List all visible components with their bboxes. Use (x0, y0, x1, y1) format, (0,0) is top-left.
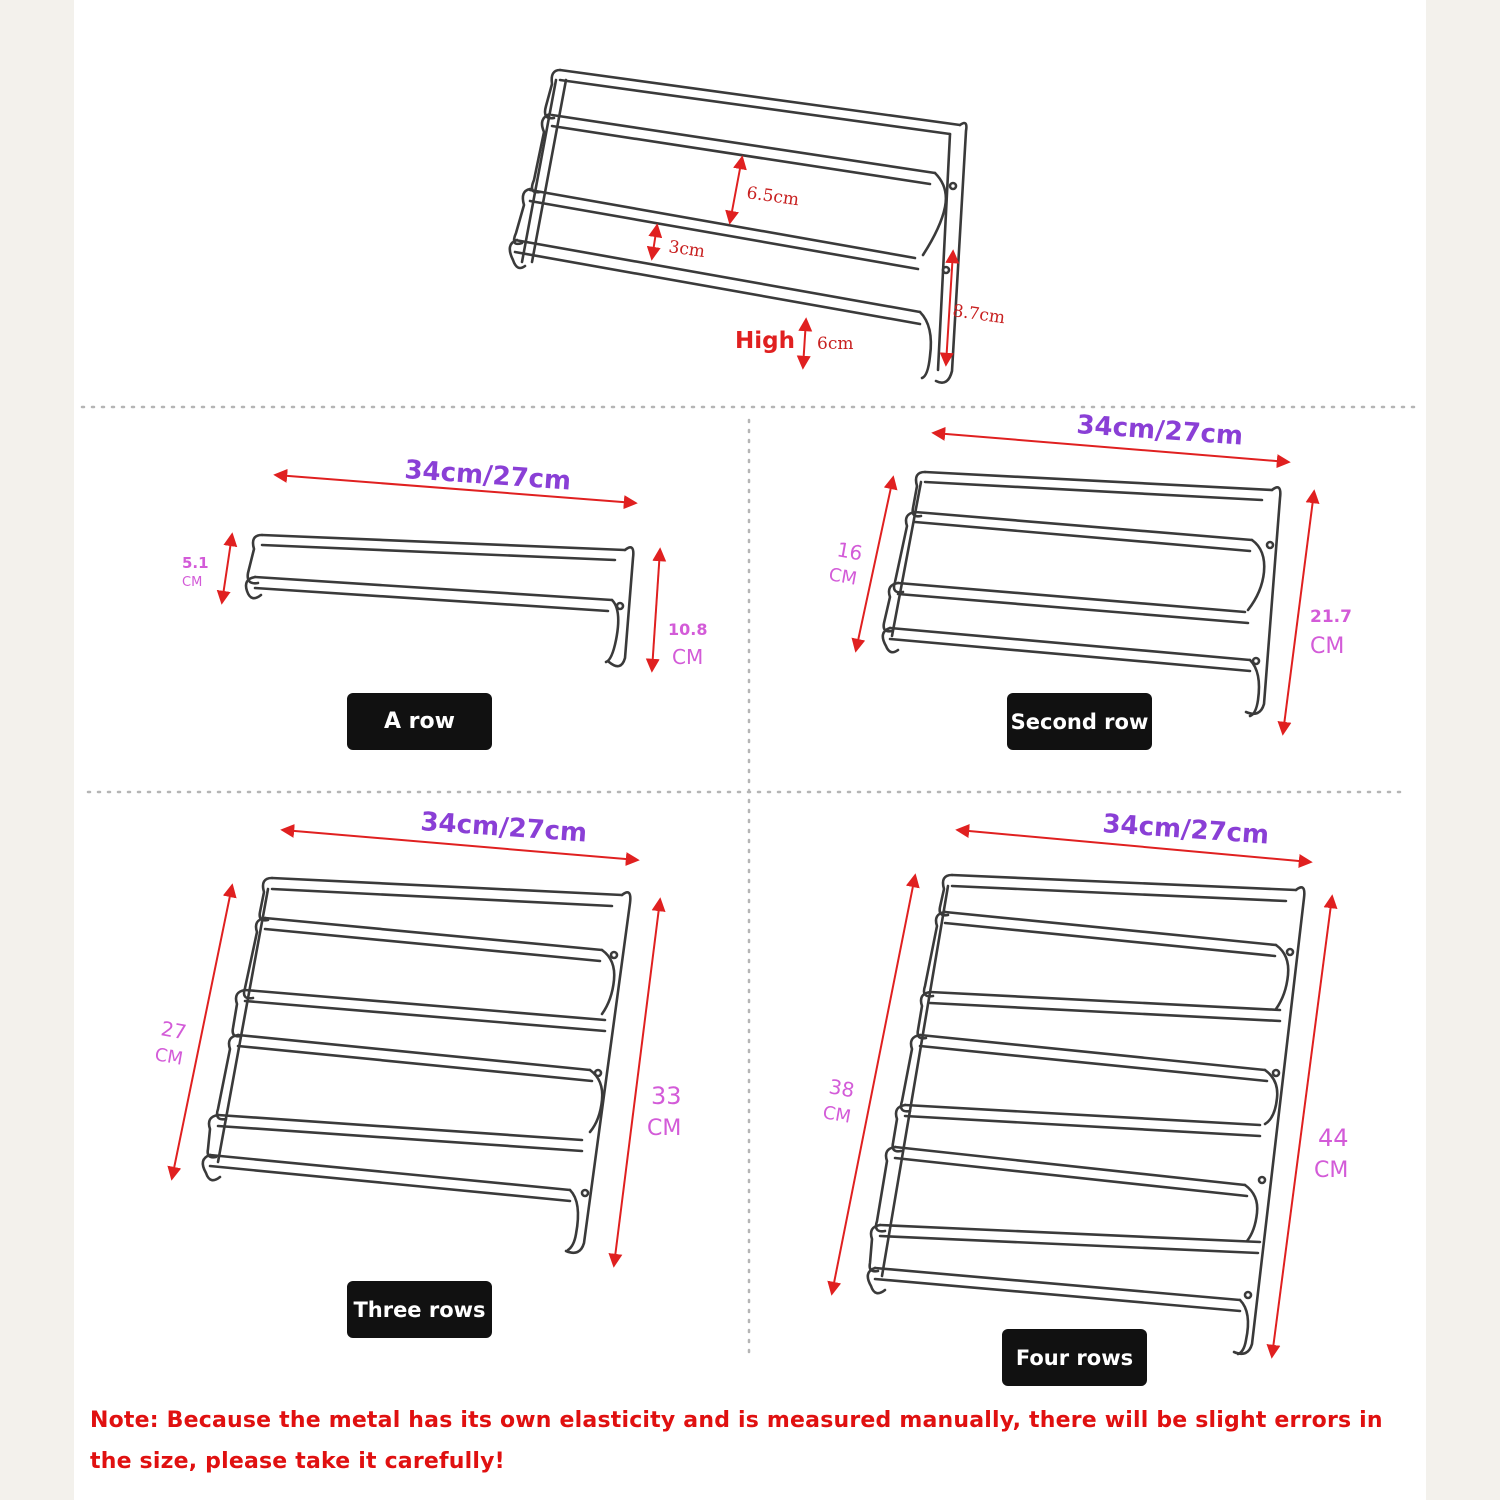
panel-one-inner-unit: CM (182, 575, 203, 590)
panel-one-inner-value: 5.1 (182, 554, 209, 572)
high-value-label: 6cm (817, 334, 854, 354)
panel-four-width: 34cm/27cm (1101, 809, 1271, 851)
disclaimer-note: Note: Because the metal has its own elasticity and is measured manually, there will be slight errors in the size, please take it carefully! (90, 1408, 1383, 1474)
label-second-row: Second row (1007, 693, 1152, 750)
panel-four-inner-value: 38 (827, 1074, 857, 1103)
panel-three-outer-value: 33 (651, 1082, 682, 1110)
panel-one-outer-value: 10.8 (668, 620, 708, 639)
panel-two-outer-unit: CM (1310, 634, 1345, 659)
panel-one-width: 34cm/27cm (403, 455, 573, 497)
panel-three-outer-unit: CM (647, 1116, 682, 1141)
panel-three-inner-value: 27 (159, 1016, 189, 1045)
panel-two-width: 34cm/27cm (1075, 410, 1245, 452)
high-label: High (735, 328, 795, 354)
bracket-height-label: 8.7cm (951, 301, 1007, 329)
panel-two-inner-value: 16 (835, 537, 865, 566)
panel-two-inner-unit: CM (827, 564, 859, 590)
panel-four-outer-unit: CM (1314, 1158, 1349, 1183)
label-a-row: A row (347, 693, 492, 750)
label-four-rows: Four rows (1002, 1329, 1147, 1386)
panel-three-inner-unit: CM (153, 1044, 185, 1070)
spacing-a-label: 6.5cm (745, 183, 801, 211)
panel-one-outer-unit: CM (672, 645, 704, 669)
panel-four-rows (821, 809, 1348, 1356)
panel-four-outer-value: 44 (1318, 1124, 1349, 1152)
label-three-rows: Three rows (347, 1281, 492, 1338)
spacing-b-label: 3cm (667, 237, 707, 263)
panel-three-rows (153, 807, 681, 1265)
panel-second-row (827, 410, 1352, 733)
panel-four-inner-unit: CM (821, 1102, 853, 1128)
panel-a-row (182, 455, 707, 670)
panel-two-outer-value: 21.7 (1310, 607, 1352, 627)
panel-three-width: 34cm/27cm (419, 807, 589, 849)
